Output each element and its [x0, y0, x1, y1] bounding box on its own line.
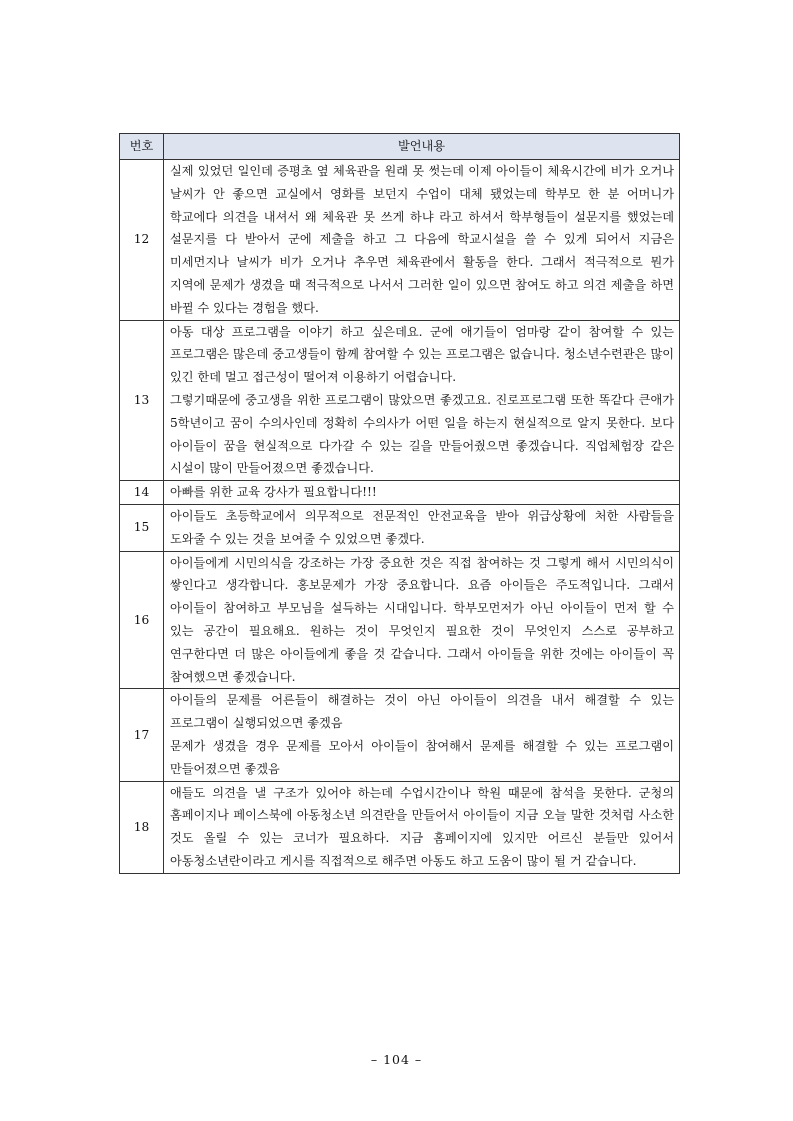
row-content	[164, 160, 680, 321]
table-row	[120, 504, 680, 551]
table-row	[120, 320, 680, 481]
row-number: 16	[120, 551, 164, 689]
statement-paragraph: 문제가 생겼을 경우 문제를 모아서 아이들이 참여해서 문제를 해결할 수 있는 프로그램이 만들어졌으면 좋겠음	[170, 738, 674, 776]
statement-paragraph: 그렇기때문에 중고생을 위한 프로그램이 많았으면 좋겠고요. 진로프로그램 또한 똑같다 큰애가 5학년이고 꿈이 수의사인데 정확히 수의사가 어떤 일을 하는지 현실적으로 알지 못한다. 보다 아이들이 꿈을 현실적으로 다가갈 수 있는 길을 만들어줬으면 좋겠습니다. 직업체험장 같은 시설이 많이 만들어졌으면 좋겠습니다.	[170, 392, 674, 476]
page-number: – 104 –	[370, 1052, 423, 1067]
row-content	[164, 320, 680, 481]
table-row	[120, 689, 680, 781]
row-content	[164, 551, 680, 689]
statement-paragraph: 아빠를 위한 교육 강사가 필요합니다!!!	[170, 485, 377, 500]
table-row	[120, 551, 680, 689]
statement-paragraph: 아이들도 초등학교에서 의무적으로 전문적인 안전교육을 받아 위급상황에 처한 사람들을 도와줄 수 있는 것을 보여줄 수 있었으면 좋겠다.	[170, 508, 674, 546]
table-row	[120, 160, 680, 321]
row-content	[164, 781, 680, 873]
header-number: 번호	[120, 134, 164, 160]
row-number: 17	[120, 689, 164, 781]
statement-paragraph: 실제 있었던 일인데 증평초 옆 체육관을 원래 못 썻는데 이제 아이들이 체육시간에 비가 오거나 날씨가 안 좋으면 교실에서 영화를 보던지 수업이 대체 됐었는데 학부모 한 분 어머니가 학교에다 의견을 내셔서 왜 체육관 못 쓰게 하냐 라고 하셔서 학부형들이 설문지를 했었는데 설문지를 다 받아서 군에 제출을 하고 그 다음에 학교시설을 쓸 수 있게 되어서 지금은 미세먼지나 날씨가 비가 오거나 추우면 체육관에서 활동을 한다. 그래서 적극적으로 뭔가 지역에 문제가 생겼을 때 적극적으로 나서서 그러한 일이 있으면 참여도 하고 의견 제출을 하면 바뀔 수 있다는 경험을 했다.	[170, 164, 674, 315]
table-header-row	[120, 134, 680, 160]
row-content	[164, 504, 680, 551]
row-content	[164, 689, 680, 781]
statement-paragraph: 아동 대상 프로그램을 이야기 하고 싶은데요. 군에 애기들이 엄마랑 같이 참여할 수 있는 프로그램은 많은데 중고생들이 함께 참여할 수 있는 프로그램은 없습니다. 청소년수련관은 많이 있긴 한데 멀고 접근성이 떨어져 이용하기 어렵습니다.	[170, 324, 674, 385]
row-number: 18	[120, 781, 164, 873]
table-row	[120, 781, 680, 873]
row-number: 14	[120, 481, 164, 505]
row-number: 12	[120, 160, 164, 321]
table-row	[120, 481, 680, 505]
statement-paragraph: 아이들의 문제를 어른들이 해결하는 것이 아닌 아이들이 의견을 내서 해결할 수 있는 프로그램이 실행되었으면 좋겠음	[170, 693, 674, 731]
statement-paragraph: 아이들에게 시민의식을 강조하는 가장 중요한 것은 직접 참여하는 것 그렇게 해서 시민의식이 쌓인다고 생각합니다. 홍보문제가 가장 중요합니다. 요즘 아이들은 주도적입니다. 그래서 아이들이 참여하고 부모님을 설득하는 시대입니다. 학부모먼저가 아닌 아이들이 먼저 할 수 있는 공간이 필요해요. 원하는 것이 무엇인지 필요한 것이 무엇인지 스스로 공부하고 연구한다면 더 많은 아이들에게 좋을 것 같습니다. 그래서 아이들을 위한 것에는 아이들이 꼭 참여했으면 좋겠습니다.	[170, 555, 674, 684]
row-number: 13	[120, 320, 164, 481]
row-content	[164, 481, 680, 505]
statements-table	[119, 133, 680, 874]
header-content: 발언내용	[164, 134, 680, 160]
statement-paragraph: 애들도 의견을 낼 구조가 있어야 하는데 수업시간이나 학원 때문에 참석을 못한다. 군청의 홈페이지나 페이스북에 아동청소년 의견란을 만들어서 아이들이 지금 오늘 말한 것처럼 사소한 것도 올릴 수 있는 코너가 필요하다. 지금 홈페이지에 있지만 어르신 분들만 있어서 아동청소년란이라고 게시를 직접적으로 해주면 아동도 하고 도움이 많이 될 거 같습니다.	[170, 785, 674, 868]
row-number: 15	[120, 504, 164, 551]
